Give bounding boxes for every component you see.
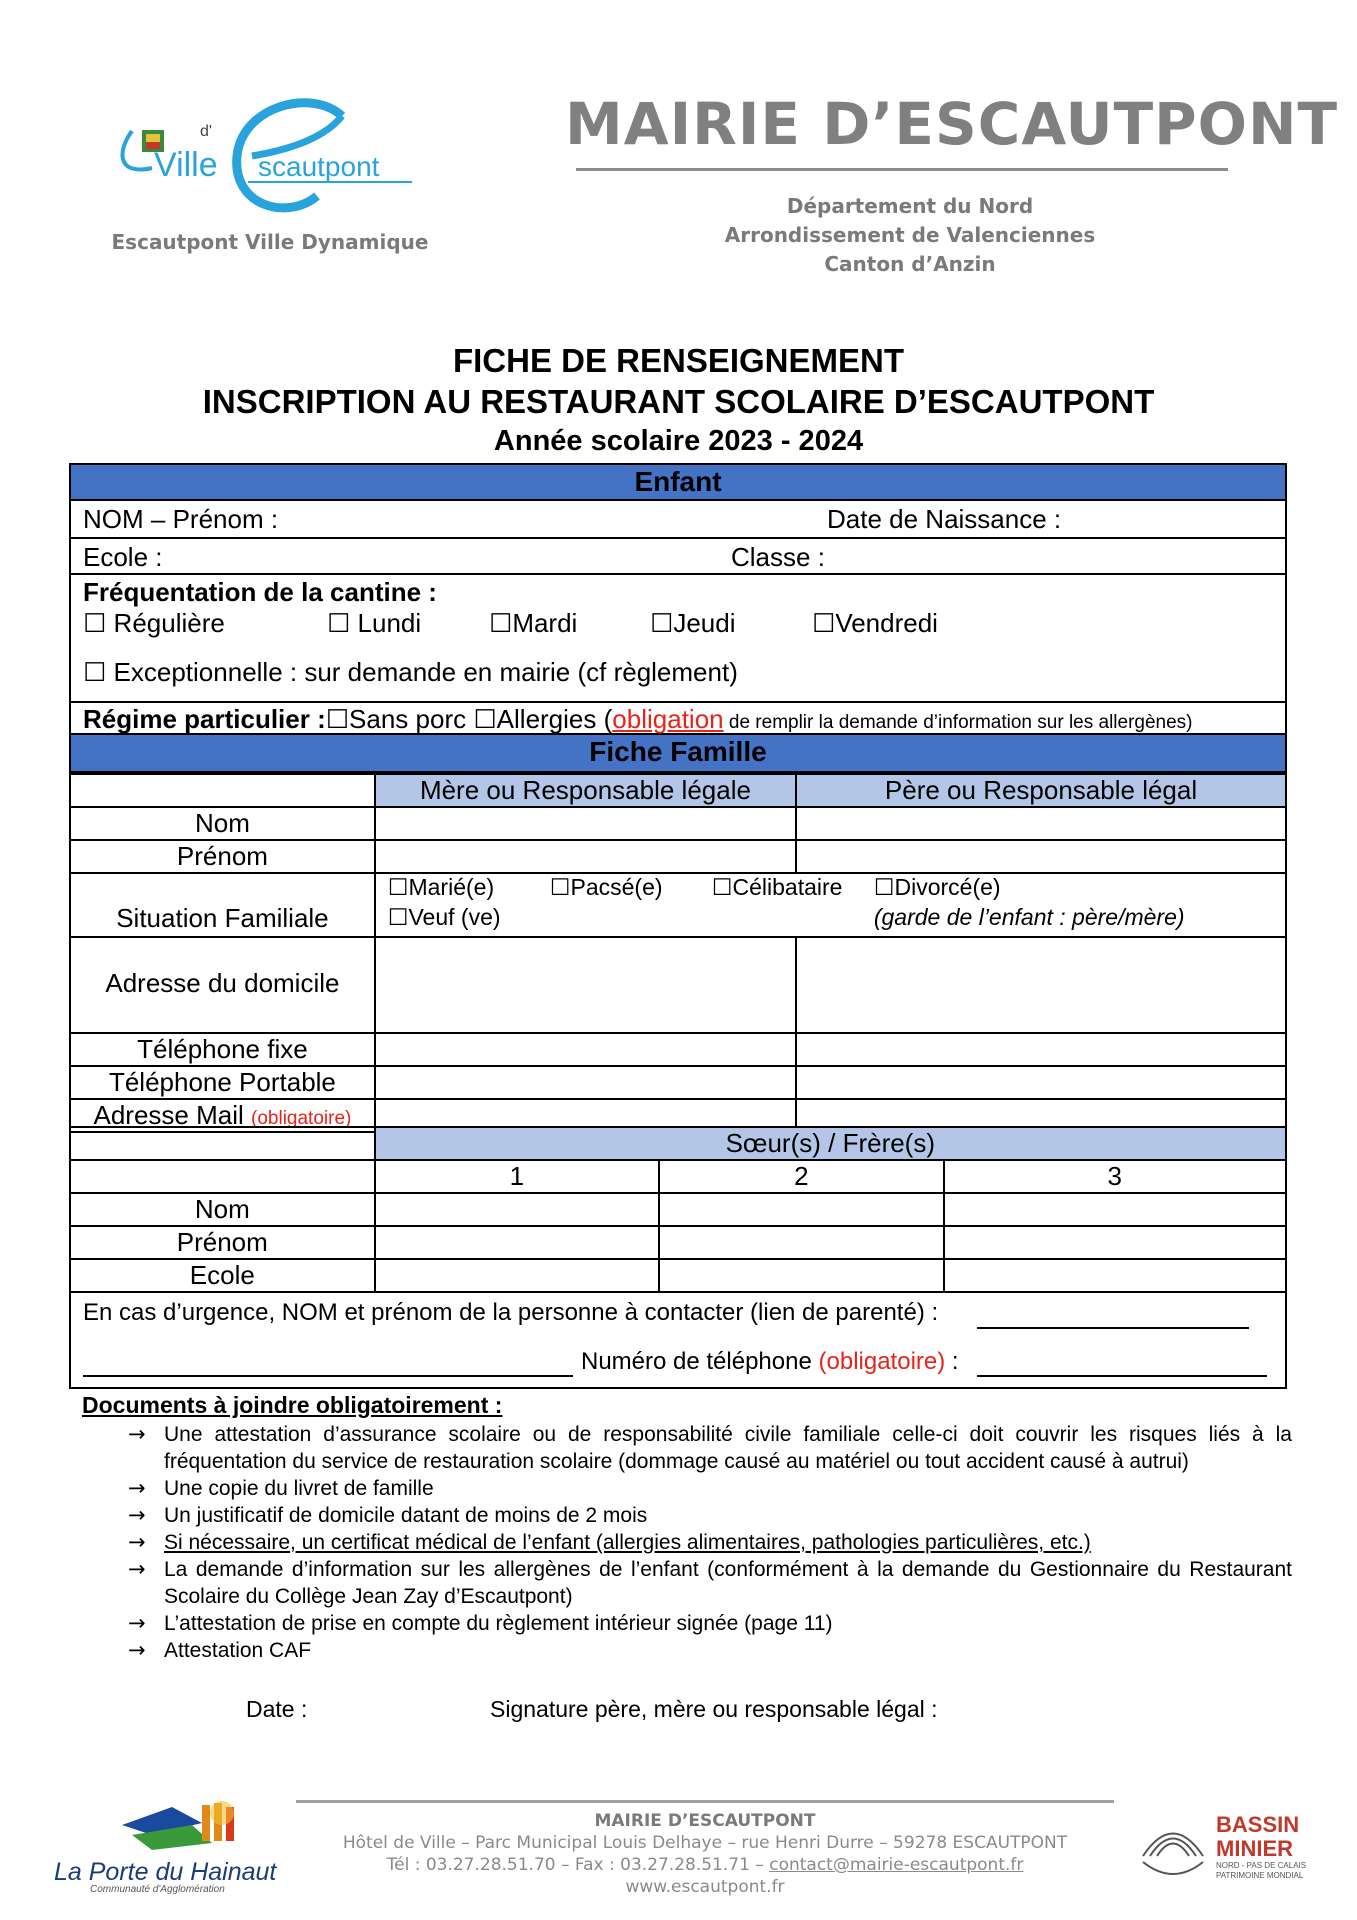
- arrow-right-icon: →: [128, 1476, 146, 1500]
- famille-row-situation: [70, 873, 1286, 937]
- urgence-label: En cas d’urgence, NOM et prénom de la personne à contacter (lien de parenté) :: [83, 1299, 939, 1326]
- row-nom-prenom: [69, 501, 1287, 539]
- checkbox-icon: ☐: [387, 905, 409, 931]
- footer-title: MAIRIE D’ESCAUTPONT: [594, 1811, 816, 1831]
- row-label-prenom: Prénom: [70, 840, 375, 873]
- documents-section: [82, 1392, 1292, 1664]
- enfant-band: Enfant: [69, 463, 1287, 501]
- nom-pere-field[interactable]: [796, 807, 1286, 840]
- famille-row-tel-portable: [70, 1066, 1286, 1099]
- row-regime: [69, 703, 1287, 735]
- svg-text:scautpont: scautpont: [258, 151, 380, 182]
- famille-table: [69, 773, 1287, 1133]
- urgence-phone-label: Numéro de téléphone (obligatoire) :: [581, 1348, 959, 1375]
- documents-list: [82, 1421, 1292, 1664]
- regime-note: de remplir la demande d’information sur les allergènes): [723, 712, 1193, 733]
- footer-address: Hôtel de Ville – Parc Municipal Louis Delhaye – rue Henri Durre – 59278 ESCAUTPONT: [342, 1833, 1068, 1853]
- nom-mere-field[interactable]: [375, 807, 796, 840]
- mairie-title: MAIRIE D’ESCAUTPONT: [565, 90, 1339, 158]
- arrow-right-icon: →: [128, 1503, 146, 1527]
- prenom-mere-field[interactable]: [375, 840, 796, 873]
- checkbox-icon: ☐: [650, 609, 674, 639]
- famille-row-prenom: [70, 840, 1286, 873]
- option-pacse[interactable]: ☐Pacsé(e): [549, 874, 663, 901]
- urgence-phone-line[interactable]: [977, 1375, 1267, 1377]
- col-mere: Mère ou Responsable légale: [375, 774, 796, 807]
- fratrie-label-nom: Nom: [70, 1193, 375, 1226]
- svg-text:NORD - PAS DE CALAIS: NORD - PAS DE CALAIS: [1216, 1861, 1307, 1870]
- famille-header-row: [70, 774, 1286, 807]
- fratrie-ecole-1[interactable]: [375, 1259, 660, 1292]
- row-frequentation: [69, 575, 1287, 703]
- tel-portable-pere-field[interactable]: [796, 1066, 1286, 1099]
- fratrie-index-row: [70, 1160, 1286, 1193]
- prenom-pere-field[interactable]: [796, 840, 1286, 873]
- fratrie-table: [69, 1126, 1287, 1389]
- document-item: → Attestation CAF: [128, 1638, 312, 1662]
- option-veuf[interactable]: ☐Veuf (ve): [387, 904, 501, 931]
- admin-line-canton: Canton d’Anzin: [824, 252, 996, 276]
- fratrie-nom-3[interactable]: [944, 1193, 1286, 1226]
- fratrie-ecole-3[interactable]: [944, 1259, 1286, 1292]
- fratrie-col-3: 3: [944, 1160, 1286, 1193]
- mail-required-note: (obligatoire): [251, 1108, 352, 1129]
- famille-row-nom: [70, 807, 1286, 840]
- option-mardi[interactable]: ☐Mardi: [489, 608, 578, 639]
- empty-cell: [70, 774, 375, 807]
- regime-sans-porc: Sans porc: [349, 704, 467, 734]
- checkbox-icon: ☐: [387, 875, 409, 901]
- fratrie-nom-1[interactable]: [375, 1193, 660, 1226]
- row-label-adresse: Adresse du domicile: [70, 937, 375, 1033]
- empty-cell: [70, 1160, 375, 1193]
- footer-phone-line: Tél : 03.27.28.51.70 – Fax : 03.27.28.51.71 – contact@mairie-escautpont.fr: [386, 1855, 1024, 1875]
- row-label-tel-fixe: Téléphone fixe: [70, 1033, 375, 1066]
- checkbox-icon: ☐: [489, 609, 513, 639]
- document-item: → Si nécessaire, un certificat médical de l’enfant (allergies alimentaires, pathologies particulières, etc.): [128, 1530, 1091, 1554]
- document-item: → Un justificatif de domicile datant de moins de 2 mois: [128, 1503, 648, 1527]
- form-subtitle: INSCRIPTION AU RESTAURANT SCOLAIRE D’ESCAUTPONT: [202, 383, 1155, 420]
- arrow-right-icon: →: [128, 1530, 146, 1554]
- situation-options: [375, 873, 1286, 937]
- fratrie-ecole-2[interactable]: [659, 1259, 944, 1292]
- checkbox-icon: ☐: [549, 875, 571, 901]
- urgence-cell: [70, 1292, 1286, 1388]
- regime-obligation: obligation: [612, 704, 724, 734]
- col-pere: Père ou Responsable légal: [796, 774, 1286, 807]
- ecole-label: Ecole :: [83, 542, 163, 572]
- document-item: → Une copie du livret de famille: [128, 1476, 434, 1500]
- checkbox-icon: ☐: [83, 609, 107, 639]
- phone-required-note: (obligatoire): [818, 1348, 946, 1375]
- tel-fixe-mere-field[interactable]: [375, 1033, 796, 1066]
- fratrie-nom-2[interactable]: [659, 1193, 944, 1226]
- svg-text:BASSIN: BASSIN: [1216, 1812, 1300, 1837]
- tagline: Escautpont Ville Dynamique: [111, 230, 429, 254]
- empty-cell: [70, 1127, 375, 1160]
- arrow-right-icon: →: [128, 1638, 146, 1662]
- option-lundi[interactable]: ☐ Lundi: [327, 608, 422, 639]
- urgence-row: [70, 1292, 1286, 1388]
- option-vendredi[interactable]: ☐Vendredi: [812, 608, 938, 639]
- arrow-right-icon: →: [128, 1557, 146, 1581]
- adresse-mere-field[interactable]: [375, 937, 796, 1033]
- title-rule: [576, 168, 1228, 171]
- row-label-mail: Adresse Mail (obligatoire): [70, 1099, 375, 1132]
- fratrie-col-2: 2: [659, 1160, 944, 1193]
- row-ecole: [69, 539, 1287, 575]
- famille-row-tel-fixe: [70, 1033, 1286, 1066]
- option-celibataire[interactable]: ☐Célibataire: [711, 874, 843, 901]
- fratrie-header: Sœur(s) / Frère(s): [375, 1127, 1286, 1160]
- garde-note: (garde de l’enfant : père/mère): [873, 904, 1185, 930]
- adresse-pere-field[interactable]: [796, 937, 1286, 1033]
- document-item: → Une attestation d’assurance scolaire ou de responsabilité civile familiale celle-ci doit couvrir les risques liés à la fréquentation du service de restauration scolaire (dommage causé au matériel ou tout accident causé à autrui): [128, 1422, 1292, 1473]
- footer-contact: [296, 1810, 1114, 1898]
- fratrie-prenom-1[interactable]: [375, 1226, 660, 1259]
- checkbox-icon[interactable]: ☐: [325, 705, 350, 735]
- svg-text:MINIER: MINIER: [1216, 1836, 1293, 1861]
- form-title: FICHE DE RENSEIGNEMENT: [452, 342, 905, 379]
- signature-label: Signature père, mère ou responsable légal :: [490, 1696, 938, 1722]
- fratrie-header-row: [70, 1127, 1286, 1160]
- checkbox-icon: ☐: [873, 875, 895, 901]
- date-label: Date :: [246, 1696, 308, 1722]
- admin-line-arrondissement: Arrondissement de Valenciennes: [724, 223, 1096, 247]
- regime-label: Régime particulier :: [83, 704, 326, 734]
- checkbox-icon[interactable]: ☐: [473, 705, 497, 735]
- document-item: → La demande d’information sur les allergènes de l’enfant (conformément à la demande du Gestionnaire du Restaurant Scolaire du Collège Jean Zay d’Escautpont): [128, 1557, 1292, 1608]
- regime-allergies: Allergies: [496, 704, 597, 734]
- tel-fixe-pere-field[interactable]: [796, 1033, 1286, 1066]
- date-naissance-label: Date de Naissance :: [827, 504, 1062, 534]
- tel-portable-mere-field[interactable]: [375, 1066, 796, 1099]
- row-label-situation: Situation Familiale: [70, 873, 375, 937]
- option-marie[interactable]: ☐Marié(e): [387, 874, 495, 901]
- row-label-tel-portable: Téléphone Portable: [70, 1066, 375, 1099]
- porte-du-hainaut-name: La Porte du Hainaut: [54, 1858, 277, 1886]
- svg-text:PATRIMOINE MONDIAL: PATRIMOINE MONDIAL: [1216, 1871, 1304, 1880]
- checkbox-icon: ☐: [83, 658, 107, 688]
- admin-line-departement: Département du Nord: [786, 194, 1034, 218]
- fratrie-row-nom: [70, 1193, 1286, 1226]
- documents-heading: Documents à joindre obligatoirement :: [82, 1392, 503, 1418]
- footer-email-link[interactable]: contact@mairie-escautpont.fr: [769, 1855, 1024, 1875]
- famille-row-adresse: [70, 937, 1286, 1033]
- checkbox-icon: ☐: [812, 609, 836, 639]
- option-jeudi[interactable]: ☐Jeudi: [650, 608, 736, 639]
- option-divorce[interactable]: ☐Divorcé(e): [873, 874, 1001, 901]
- svg-text:d': d': [200, 123, 212, 140]
- arrow-right-icon: →: [128, 1422, 146, 1446]
- checkbox-icon: ☐: [711, 875, 733, 901]
- svg-text:Ville: Ville: [154, 146, 218, 184]
- famille-band: Fiche Famille: [69, 735, 1287, 773]
- fratrie-prenom-3[interactable]: [944, 1226, 1286, 1259]
- arrow-right-icon: →: [128, 1611, 146, 1635]
- bassin-minier-logo: [1138, 1806, 1338, 1886]
- footer-website[interactable]: www.escautpont.fr: [625, 1877, 785, 1897]
- checkbox-icon: ☐: [327, 609, 351, 639]
- option-exceptionnelle[interactable]: ☐ Exceptionnelle : sur demande en mairie (cf règlement): [83, 657, 738, 688]
- fratrie-label-ecole: Ecole: [70, 1259, 375, 1292]
- frequentation-label: Fréquentation de la cantine :: [83, 577, 437, 607]
- fratrie-prenom-2[interactable]: [659, 1226, 944, 1259]
- porte-du-hainaut-sub: Communauté d'Agglomération: [90, 1884, 225, 1895]
- option-reguliere[interactable]: ☐ Régulière: [83, 608, 225, 639]
- urgence-name-line-2[interactable]: [83, 1375, 573, 1377]
- footer-rule: [296, 1800, 1114, 1803]
- nom-prenom-label: NOM – Prénom :: [83, 504, 279, 534]
- document-item: → L’attestation de prise en compte du règlement intérieur signée (page 11): [128, 1611, 833, 1635]
- fratrie-row-ecole: [70, 1259, 1286, 1292]
- admin-info: [660, 192, 1160, 279]
- fratrie-row-prenom: [70, 1226, 1286, 1259]
- urgence-name-line[interactable]: [977, 1327, 1249, 1329]
- fratrie-label-prenom: Prénom: [70, 1226, 375, 1259]
- row-label-nom: Nom: [70, 807, 375, 840]
- fratrie-col-1: 1: [375, 1160, 660, 1193]
- school-year: Année scolaire 2023 - 2024: [493, 425, 864, 457]
- ville-escautpont-logo: [112, 96, 432, 226]
- regime-line: Régime particulier :☐Sans porc ☐Allergies (obligation de remplir la demande d’information sur les allergènes): [83, 704, 1193, 735]
- classe-label: Classe :: [731, 542, 825, 572]
